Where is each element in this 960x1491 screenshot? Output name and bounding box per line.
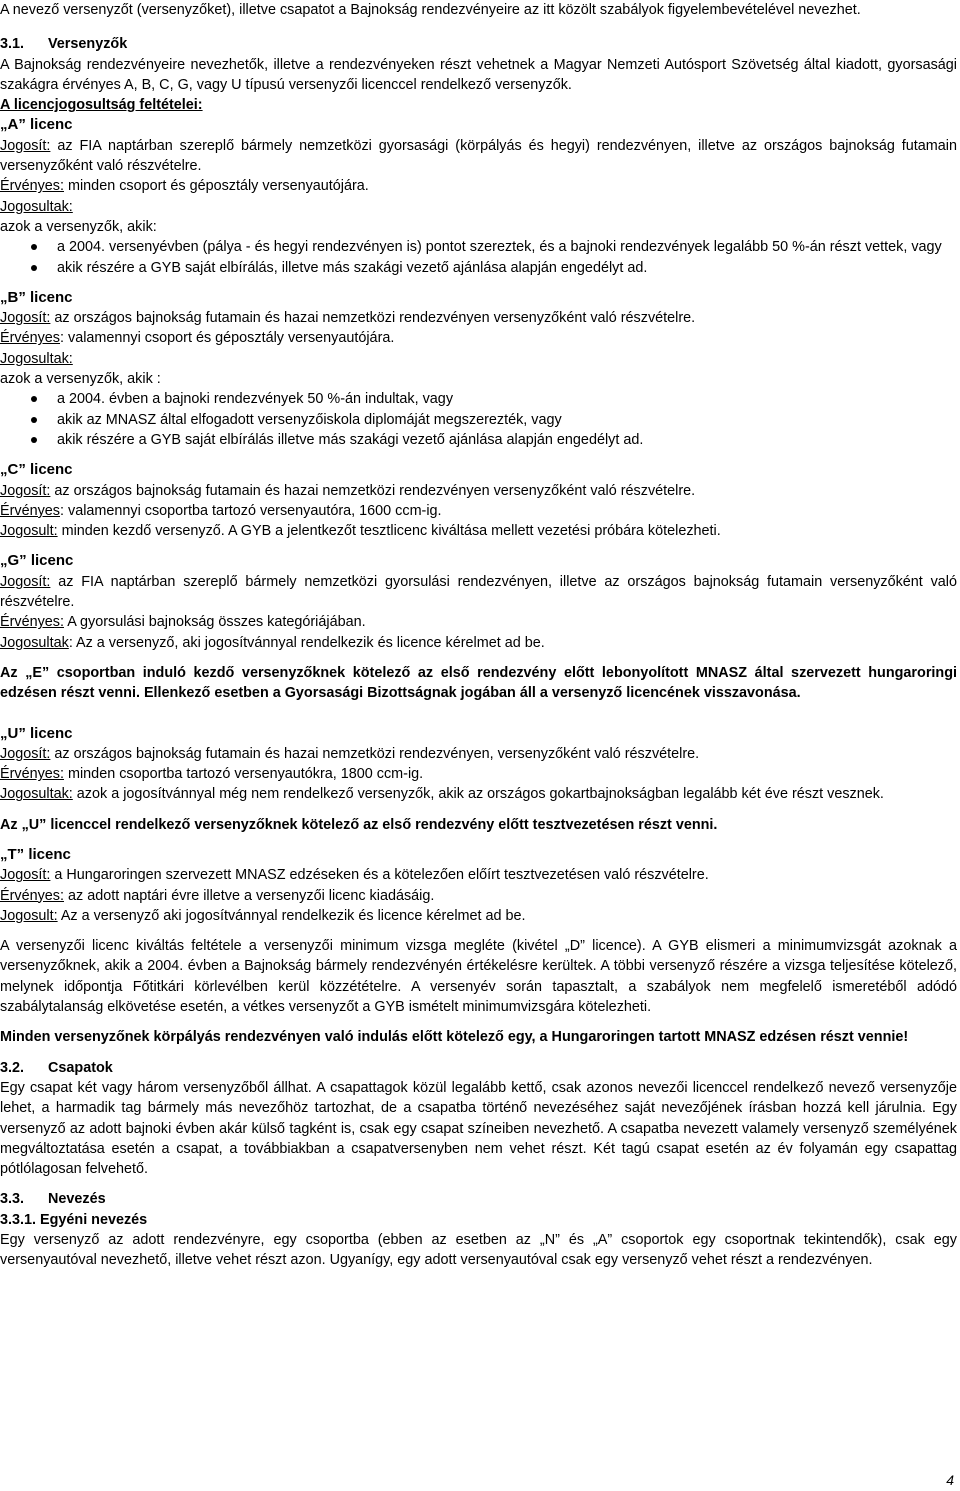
section-3-3-heading (0, 1189, 957, 1209)
section-3-2-heading (0, 1058, 957, 1078)
u-license-note: Az „U” licenccel rendelkező versenyzőknek kötelező az első rendezvény előtt tesztvezetésen részt venni. (0, 816, 718, 833)
license-b-ervenyes: Érvényes: valamennyi csoport és géposztály versenyautójára. (0, 330, 395, 347)
license-t-ervenyes: Érvényes: az adott naptári évre illetve a versenyzői licenc kiadásáig. (0, 887, 435, 904)
license-b-jogosultak-label: Jogosultak: (0, 350, 73, 367)
license-c-jogosit: Jogosít: az országos bajnokság futamain és hazai nemzetközi rendezvényen versenyzőként való részvételre. (0, 482, 696, 499)
license-b-title: „B” licenc (0, 288, 73, 306)
license-b-list (0, 389, 957, 450)
license-g-jogosit: Jogosít: az FIA naptárban szereplő bármely nemzetközi gyorsulási rendezvényen, illetve az országos bajnokság futamain versenyzőként való részvételre. (0, 573, 957, 611)
license-u-jogosultak: Jogosultak: azok a jogosítvánnyal még nem rendelkező versenyzők, akik az országos gokartbajnokságban legalább két éve részt vesznek. (0, 786, 884, 803)
license-t-jogosit: Jogosít: a Hungaroringen szervezett MNASZ edzéseken és a kötelezően előírt tesztvezetésen való részvételre. (0, 867, 709, 884)
intro-paragraph: A nevező versenyzőt (versenyzőket), illetve csapatot a Bajnokság rendezvényeire az itt közölt szabályok figyelembevételével nevezhet. (0, 2, 861, 18)
license-a-title: „A” licenc (0, 116, 73, 134)
license-a-jogosit: Jogosít: az FIA naptárban szereplő bármely nemzetközi gyorsasági (körpályás és hegyi) rendezvényen, illetve az országos bajnokság futamain versenyzőként való részvételre. (0, 137, 957, 175)
section-3-2-text: Egy csapat két vagy három versenyzőből állhat. A csapattagok közül legalább kettő, csak azonos nevezői licenccel rendelkező nevező versenyzője lehet, a harmadik tag bármely más nevezőhöz tartozhat, de a csapatba történő nevezéséhez saját nevezőjének írásban hozzá kell járulnia. Egy versenyző az adott bajnoki évben akár külső tagként is, csak egy csapat színeiben nevezhető. A csapatba nevezett valamely versenyző személyének megváltoztatása esetén a csapat, a továbbiakban a csapatversenyben nem vehet részt. Két tagú csapat esetén az év folyamán egy csapattag pótlólagosan felvehető. (0, 1079, 957, 1178)
section-number: 3.3. (0, 1191, 25, 1208)
license-conditions-heading: A licencjogosultság feltételei: (0, 97, 203, 114)
section-number: 3.2. (0, 1059, 25, 1076)
hungaroring-note: Minden versenyzőnek körpályás rendezvényen való indulás előtt kötelező egy, a Hungaroringen tartott MNASZ edzésen részt vennie! (0, 1029, 909, 1046)
license-u-jogosit: Jogosít: az országos bajnokság futamain és hazai nemzetközi rendezvényen, versenyzőként való részvételre. (0, 745, 700, 762)
license-c-jogosult: Jogosult: minden kezdő versenyző. A GYB a jelentkezőt tesztlicenc kiváltása mellett vezetési próbára kötelezheti. (0, 523, 721, 540)
license-t-title: „T” licenc (0, 845, 71, 863)
license-u-ervenyes: Érvényes: minden csoportba tartozó versenyautókra, 1800 ccm-ig. (0, 766, 424, 783)
section-number: 3.1. (0, 36, 25, 53)
exam-paragraph: A versenyzői licenc kiváltás feltétele a versenyzői minimum vizsga megléte (kivétel „D” licence). A GYB elismeri a minimumvizsgát azoknak a versenyzőknek, akik a 2004. évben a Bajnokság bármely rendezvényén értékelésre kerültek. A többi versenyző részére a vizsga teljesítése kötelező, melynek időpontja Főtitkári körlevélben kerül közzétételre. A versenyév során tapasztalt, a szabályok nem megfelelő ismeretéből adódó szabálytalanság elkövetése esetén, a vétkes versenyzőt a GYB ismételt minimumvizsgára kötelezheti. (0, 938, 957, 1016)
license-a-ervenyes: Érvényes: minden csoport és géposztály versenyautójára. (0, 178, 369, 195)
license-c-title: „C” licenc (0, 461, 73, 479)
license-g-title: „G” licenc (0, 552, 74, 570)
e-group-note: Az „E” csoportban induló kezdő versenyzőknek kötelező az első rendezvény előtt lebonyolított MNASZ által szervezett hungaroringi edzésen részt venni. Ellenkező esetben a Gyorsasági Bizottságnak jogában áll a versenyző licencének visszavonása. (0, 664, 957, 702)
section-title: Versenyzők (48, 36, 128, 53)
section-3-3-1-heading: 3.3.1. Egyéni nevezés (0, 1211, 148, 1228)
list-item: akik az MNASZ által elfogadott versenyzőiskola diplomáját megszerezték, vagy (57, 410, 957, 430)
section-3-3-1-text: Egy versenyző az adott rendezvényre, egy csoportba (ebben az esetben az „N” és „A” csoportok egy csoportnak tekintendők), csak egy versenyautóval nevezhető, illetve vehet részt azon. Ugyanígy, egy adott versenyautóval csak egy versenyző vehet részt a rendezvényen. (0, 1232, 957, 1269)
license-g-ervenyes: Érvényes: A gyorsulási bajnokság összes kategóriájában. (0, 614, 366, 631)
list-item: akik részére a GYB saját elbírálás, illetve más szakági vezető ajánlása alapján engedélyt ad. (57, 258, 957, 278)
section-3-1-text: A Bajnokság rendezvényeire nevezhetők, illetve a rendezvényeken részt vehetnek a Magyar Nemzeti Autósport Szövetség által kiadott, gyorsasági szakágra érvényes A, B, C, G, vagy U típusú versenyzői licenccel rendelkező versenyzők. (0, 56, 957, 93)
list-item: a 2004. versenyévben (pálya - és hegyi rendezvényen is) pontot szereztek, és a bajnoki rendezvények legalább 50 %-án részt vettek, vagy (57, 237, 957, 257)
license-a-jogosultak-label: Jogosultak: (0, 198, 73, 215)
list-item: akik részére a GYB saját elbírálás illetve más szakági vezető ajánlása alapján engedélyt ad. (57, 430, 957, 450)
section-3-1-heading (0, 34, 957, 54)
license-a-azok: azok a versenyzők, akik: (0, 218, 157, 235)
page-number: 4 (946, 1472, 954, 1488)
section-title: Nevezés (48, 1191, 106, 1208)
section-title: Csapatok (48, 1059, 113, 1076)
license-c-ervenyes: Érvényes: valamennyi csoportba tartozó versenyautóra, 1600 ccm-ig. (0, 502, 442, 519)
license-g-jogosultak: Jogosultak: Az a versenyző, aki jogosítvánnyal rendelkezik és licence kérelmet ad be. (0, 634, 545, 651)
license-t-jogosult: Jogosult: Az a versenyző aki jogosítvánnyal rendelkezik és licence kérelmet ad be. (0, 907, 526, 924)
license-b-jogosit: Jogosít: az országos bajnokság futamain és hazai nemzetközi rendezvényen versenyzőként való részvételre. (0, 310, 696, 327)
license-a-list (0, 237, 957, 278)
license-u-title: „U” licenc (0, 724, 73, 742)
license-b-azok: azok a versenyzők, akik : (0, 371, 161, 388)
list-item: a 2004. évben a bajnoki rendezvények 50 %-án indultak, vagy (57, 389, 957, 409)
